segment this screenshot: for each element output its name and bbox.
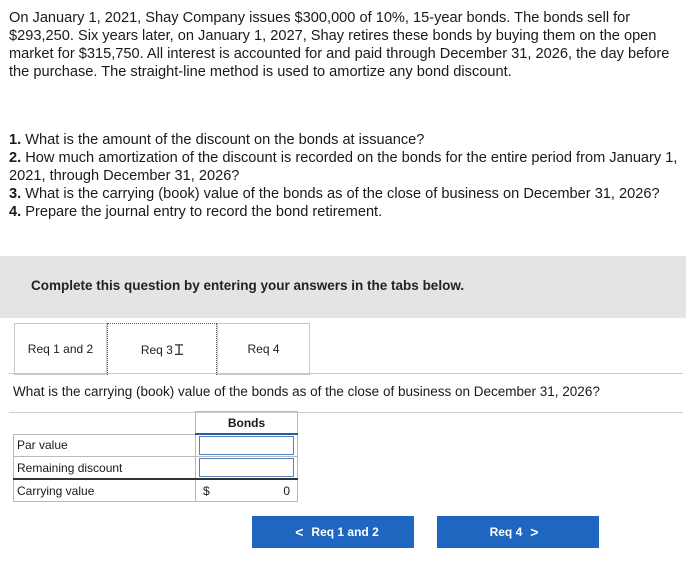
currency-symbol: $ bbox=[203, 483, 210, 498]
tab-req-3[interactable]: Req 3 Ɪ bbox=[107, 323, 217, 375]
question-item: 2. How much amortization of the discount is recorded on the bonds for the entire period from January 1, 2021, through December 31, 2026? bbox=[9, 150, 678, 184]
problem-statement: On January 1, 2021, Shay Company issues $300,000 of 10%, 15-year bonds. The bonds sell for $293,250. Six years later, on January 1, 2027, Shay retires these bonds by buying them on the open market for $315,750. All interest is accounted for and paid through December 31, 2026, the day before the purchase. The straight-line method is used to amortize any bond discount. bbox=[9, 10, 670, 80]
instruction-panel bbox=[0, 256, 686, 318]
tab-req-4[interactable]: Req 4 bbox=[217, 323, 310, 375]
carrying-value-amount: 0 bbox=[283, 483, 290, 498]
question-item: 3. What is the carrying (book) value of the bonds as of the close of business on December 31, 2026? bbox=[9, 186, 660, 202]
prev-req-button[interactable]: < Req 1 and 2 bbox=[252, 516, 414, 548]
current-question: What is the carrying (book) value of the bonds as of the close of business on December 31, 2026? bbox=[13, 384, 600, 399]
carrying-value-total bbox=[199, 484, 294, 498]
row-label: Carrying value bbox=[14, 479, 196, 502]
question-list bbox=[9, 131, 689, 221]
tab-req-1-and-2[interactable]: Req 1 and 2 bbox=[14, 323, 107, 375]
remaining-discount-input[interactable] bbox=[199, 458, 294, 477]
text-cursor-icon: Ɪ bbox=[174, 341, 184, 359]
chevron-left-icon: < bbox=[295, 524, 304, 540]
question-item: 1. What is the amount of the discount on the bonds at issuance? bbox=[9, 132, 425, 148]
table-row bbox=[14, 479, 298, 502]
row-label: Remaining discount bbox=[14, 457, 196, 480]
par-value-input[interactable] bbox=[199, 436, 294, 455]
table-row bbox=[14, 457, 298, 480]
next-req-button[interactable]: Req 4 > bbox=[437, 516, 599, 548]
chevron-right-icon: > bbox=[530, 524, 539, 540]
tab-bar bbox=[14, 323, 310, 375]
bonds-column-header: Bonds bbox=[196, 412, 298, 435]
table-row bbox=[14, 434, 298, 457]
carrying-value-table bbox=[13, 411, 298, 502]
question-item: 4. Prepare the journal entry to record the bond retirement. bbox=[9, 204, 383, 220]
row-label: Par value bbox=[14, 434, 196, 457]
instruction-text: Complete this question by entering your answers in the tabs below. bbox=[31, 278, 465, 293]
